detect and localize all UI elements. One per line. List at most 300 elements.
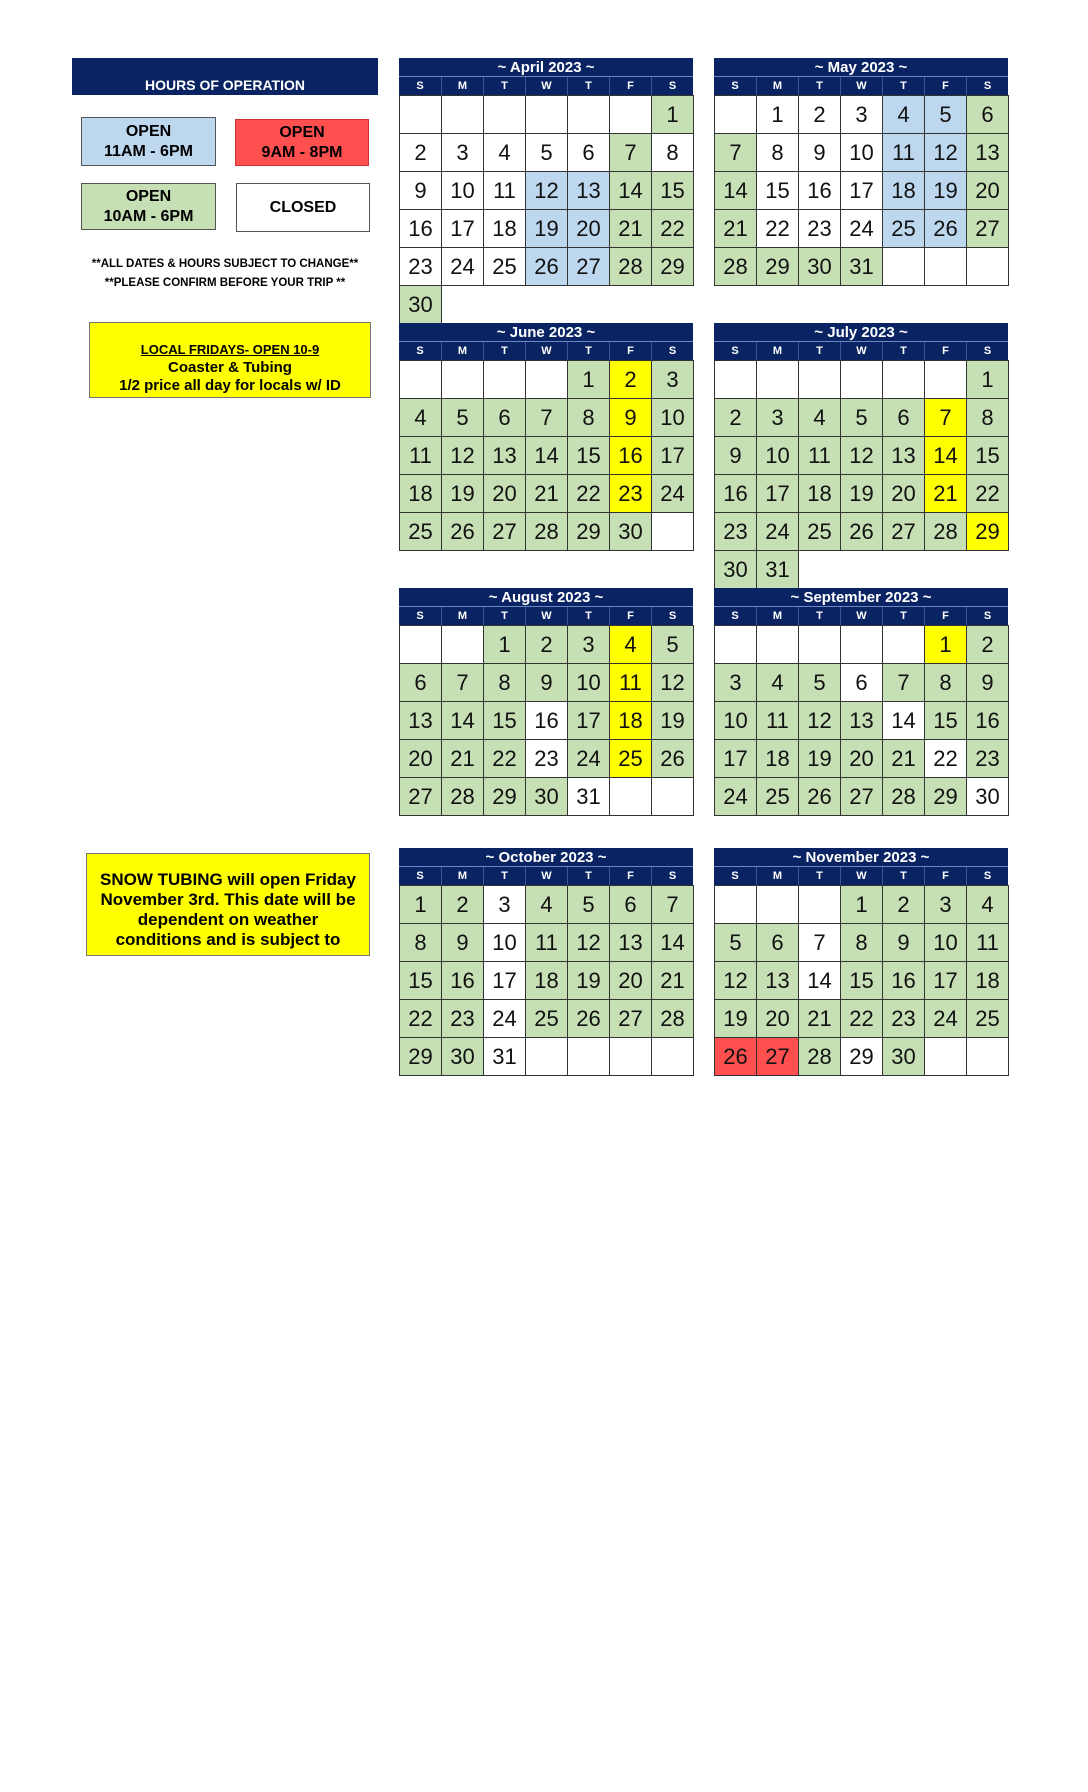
day-cell: 13 (483, 436, 526, 475)
day-cell: 23 (882, 999, 925, 1038)
empty-day-cell (441, 95, 484, 134)
day-cell: 6 (840, 663, 883, 702)
weekday-label: S (731, 870, 739, 882)
day-cell: 2 (882, 885, 925, 924)
day-cell: 13 (840, 701, 883, 740)
weekday-label: S (651, 607, 693, 625)
day-cell: 17 (924, 961, 967, 1000)
day-cell: 14 (924, 436, 967, 475)
month-calendar (399, 58, 693, 323)
day-cell: 2 (966, 625, 1009, 664)
day-cell: 27 (399, 777, 442, 816)
weekday-label: M (441, 867, 483, 885)
month-calendar (714, 848, 1008, 1075)
day-cell: 1 (966, 360, 1009, 399)
day-cell: 10 (483, 923, 526, 962)
day-cell: 21 (651, 961, 694, 1000)
day-cell: 30 (609, 512, 652, 551)
month-title: ~ June 2023 ~ (399, 323, 693, 342)
day-cell: 21 (525, 474, 568, 513)
day-cell: 29 (924, 777, 967, 816)
day-cell: 28 (798, 1037, 841, 1076)
day-cell: 22 (966, 474, 1009, 513)
day-cell: 21 (924, 474, 967, 513)
weekday-label: T (798, 342, 840, 360)
day-cell: 11 (483, 171, 526, 210)
weekday-header-row (399, 342, 693, 360)
weekday-label: T (483, 342, 525, 360)
empty-day-cell (924, 1037, 967, 1076)
day-cell: 28 (924, 512, 967, 551)
day-cell: 18 (756, 739, 799, 778)
day-cell: 27 (756, 1037, 799, 1076)
day-cell: 5 (651, 625, 694, 664)
day-cell: 19 (840, 474, 883, 513)
day-cell: 24 (441, 247, 484, 286)
day-cell: 29 (651, 247, 694, 286)
day-cell: 6 (567, 133, 610, 172)
weekday-label: F (924, 607, 966, 625)
weekday-label: T (882, 342, 924, 360)
day-cell: 13 (966, 133, 1009, 172)
weekday-label: M (756, 607, 798, 625)
day-cell: 18 (399, 474, 442, 513)
day-cell: 17 (483, 961, 526, 1000)
day-cell: 18 (798, 474, 841, 513)
day-cell: 4 (399, 398, 442, 437)
weekday-label: S (651, 867, 693, 885)
day-cell: 16 (714, 474, 757, 513)
empty-day-cell (609, 777, 652, 816)
day-cell: 24 (483, 999, 526, 1038)
day-cell: 12 (924, 133, 967, 172)
day-cell: 7 (882, 663, 925, 702)
empty-day-cell (714, 625, 757, 664)
day-cell: 16 (609, 436, 652, 475)
day-cell: 30 (966, 777, 1009, 816)
day-cell: 22 (567, 474, 610, 513)
weekday-label: T (882, 607, 924, 625)
weekday-label: F (609, 77, 651, 95)
day-cell: 8 (399, 923, 442, 962)
empty-day-cell (924, 247, 967, 286)
day-cell: 24 (840, 209, 883, 248)
day-cell: 24 (651, 474, 694, 513)
day-cell: 12 (441, 436, 484, 475)
weekday-label: F (924, 342, 966, 360)
day-cell: 20 (840, 739, 883, 778)
day-grid (714, 625, 1008, 815)
day-cell: 7 (798, 923, 841, 962)
day-cell: 10 (714, 701, 757, 740)
day-cell: 18 (483, 209, 526, 248)
weekday-header-row (714, 77, 1008, 95)
day-cell: 12 (525, 171, 568, 210)
day-cell: 2 (609, 360, 652, 399)
day-cell: 25 (483, 247, 526, 286)
day-cell: 26 (651, 739, 694, 778)
weekday-label: T (882, 867, 924, 885)
empty-day-cell (567, 95, 610, 134)
day-cell: 11 (756, 701, 799, 740)
weekday-label: T (567, 607, 609, 625)
weekday-label: F (609, 867, 651, 885)
day-cell: 31 (840, 247, 883, 286)
weekday-label: M (441, 607, 483, 625)
weekday-label: S (731, 80, 739, 92)
day-cell: 1 (756, 95, 799, 134)
month-title: ~ November 2023 ~ (714, 848, 1008, 867)
day-cell: 7 (441, 663, 484, 702)
day-grid (399, 360, 693, 550)
day-cell: 22 (399, 999, 442, 1038)
day-cell: 29 (756, 247, 799, 286)
day-cell: 28 (651, 999, 694, 1038)
day-cell: 13 (882, 436, 925, 475)
day-cell: 22 (924, 739, 967, 778)
day-cell: 18 (882, 171, 925, 210)
day-cell: 24 (924, 999, 967, 1038)
day-grid (714, 95, 1008, 285)
day-cell: 14 (714, 171, 757, 210)
day-cell: 21 (882, 739, 925, 778)
day-cell: 1 (924, 625, 967, 664)
day-cell: 14 (609, 171, 652, 210)
day-cell: 21 (798, 999, 841, 1038)
weekday-label: F (609, 342, 651, 360)
day-cell: 17 (756, 474, 799, 513)
day-cell: 16 (525, 701, 568, 740)
day-cell: 13 (609, 923, 652, 962)
day-cell: 26 (525, 247, 568, 286)
day-cell: 24 (714, 777, 757, 816)
weekday-label: S (416, 870, 424, 882)
day-cell: 26 (798, 777, 841, 816)
day-cell: 5 (525, 133, 568, 172)
day-cell: 8 (483, 663, 526, 702)
day-cell: 12 (567, 923, 610, 962)
day-cell: 5 (441, 398, 484, 437)
weekday-label: M (756, 867, 798, 885)
day-cell: 5 (714, 923, 757, 962)
day-cell: 26 (567, 999, 610, 1038)
weekday-label: T (882, 77, 924, 95)
empty-day-cell (714, 885, 757, 924)
weekday-label: W (840, 607, 882, 625)
empty-day-cell (525, 360, 568, 399)
day-cell: 14 (525, 436, 568, 475)
month-calendar (714, 588, 1008, 815)
day-cell: 27 (609, 999, 652, 1038)
day-cell: 6 (399, 663, 442, 702)
empty-day-cell (756, 360, 799, 399)
day-cell: 5 (840, 398, 883, 437)
day-cell: 28 (441, 777, 484, 816)
day-cell: 10 (441, 171, 484, 210)
day-cell: 31 (567, 777, 610, 816)
weekday-label: W (525, 342, 567, 360)
empty-day-cell (798, 885, 841, 924)
weekday-label: M (756, 342, 798, 360)
day-cell: 19 (651, 701, 694, 740)
day-cell: 13 (756, 961, 799, 1000)
day-cell: 22 (840, 999, 883, 1038)
day-cell: 18 (609, 701, 652, 740)
day-cell: 20 (966, 171, 1009, 210)
day-grid (399, 885, 693, 1075)
empty-day-cell (651, 1037, 694, 1076)
day-cell: 3 (651, 360, 694, 399)
legend-open-10-6 (81, 183, 216, 230)
legend-hours: 9AM - 8PM (261, 143, 343, 161)
legend-closed (236, 183, 370, 232)
legend-hours: 10AM - 6PM (103, 207, 194, 225)
day-cell: 10 (567, 663, 610, 702)
day-cell: 28 (882, 777, 925, 816)
day-cell: 14 (651, 923, 694, 962)
month-title: ~ October 2023 ~ (399, 848, 693, 867)
day-grid (714, 360, 1008, 588)
day-cell: 23 (966, 739, 1009, 778)
day-cell: 10 (651, 398, 694, 437)
day-cell: 25 (882, 209, 925, 248)
day-cell: 15 (966, 436, 1009, 475)
legend-label: OPEN (125, 187, 172, 205)
day-cell: 3 (441, 133, 484, 172)
day-cell: 18 (525, 961, 568, 1000)
empty-day-cell (840, 360, 883, 399)
day-cell: 12 (651, 663, 694, 702)
empty-day-cell (651, 512, 694, 551)
empty-day-cell (966, 247, 1009, 286)
empty-day-cell (882, 247, 925, 286)
day-cell: 11 (882, 133, 925, 172)
day-cell: 9 (525, 663, 568, 702)
day-cell: 19 (567, 961, 610, 1000)
month-title: ~ August 2023 ~ (399, 588, 693, 607)
day-cell: 3 (714, 663, 757, 702)
legend-label: OPEN (279, 123, 325, 141)
day-cell: 25 (798, 512, 841, 551)
day-cell: 14 (798, 961, 841, 1000)
day-cell: 9 (882, 923, 925, 962)
day-cell: 29 (567, 512, 610, 551)
day-cell: 15 (840, 961, 883, 1000)
day-cell: 19 (714, 999, 757, 1038)
day-cell: 22 (756, 209, 799, 248)
day-cell: 3 (483, 885, 526, 924)
day-cell: 12 (840, 436, 883, 475)
weekday-label: M (441, 77, 483, 95)
day-cell: 30 (882, 1037, 925, 1076)
day-cell: 3 (567, 625, 610, 664)
empty-day-cell (714, 95, 757, 134)
empty-day-cell (609, 95, 652, 134)
day-cell: 8 (924, 663, 967, 702)
weekday-label: T (483, 607, 525, 625)
hours-of-operation-header: HOURS OF OPERATION (72, 58, 378, 95)
day-cell: 8 (840, 923, 883, 962)
day-cell: 11 (399, 436, 442, 475)
day-cell: 26 (840, 512, 883, 551)
empty-day-cell (525, 95, 568, 134)
day-cell: 30 (399, 285, 442, 324)
empty-day-cell (483, 95, 526, 134)
weekday-header-row (399, 77, 693, 95)
day-cell: 14 (882, 701, 925, 740)
day-cell: 8 (567, 398, 610, 437)
day-cell: 21 (441, 739, 484, 778)
weekday-label: T (798, 607, 840, 625)
day-cell: 9 (714, 436, 757, 475)
weekday-label: S (731, 345, 739, 357)
day-cell: 1 (840, 885, 883, 924)
day-cell: 3 (840, 95, 883, 134)
day-cell: 25 (756, 777, 799, 816)
empty-day-cell (714, 360, 757, 399)
empty-day-cell (882, 360, 925, 399)
month-title: ~ September 2023 ~ (714, 588, 1008, 607)
day-cell: 2 (441, 885, 484, 924)
weekday-header-row (714, 342, 1008, 360)
day-cell: 17 (441, 209, 484, 248)
weekday-label: W (840, 867, 882, 885)
legend-label: OPEN (125, 122, 172, 140)
day-cell: 4 (756, 663, 799, 702)
day-cell: 3 (924, 885, 967, 924)
weekday-label: S (731, 610, 739, 622)
day-cell: 5 (567, 885, 610, 924)
day-cell: 20 (483, 474, 526, 513)
weekday-label: S (416, 345, 424, 357)
weekday-label: F (924, 867, 966, 885)
day-cell: 11 (798, 436, 841, 475)
day-cell: 27 (840, 777, 883, 816)
day-cell: 29 (483, 777, 526, 816)
day-cell: 21 (609, 209, 652, 248)
empty-day-cell (399, 360, 442, 399)
day-cell: 16 (441, 961, 484, 1000)
day-cell: 9 (966, 663, 1009, 702)
day-cell: 21 (714, 209, 757, 248)
day-grid (714, 885, 1008, 1075)
day-cell: 19 (798, 739, 841, 778)
day-cell: 1 (651, 95, 694, 134)
day-cell: 27 (966, 209, 1009, 248)
weekday-label: F (924, 77, 966, 95)
local-fridays-line: Coaster & Tubing (168, 359, 292, 376)
month-title: ~ May 2023 ~ (714, 58, 1008, 77)
day-cell: 20 (399, 739, 442, 778)
weekday-label: W (525, 867, 567, 885)
day-cell: 7 (651, 885, 694, 924)
month-title: ~ July 2023 ~ (714, 323, 1008, 342)
day-cell: 28 (714, 247, 757, 286)
day-cell: 23 (609, 474, 652, 513)
day-cell: 29 (840, 1037, 883, 1076)
empty-day-cell (840, 625, 883, 664)
local-fridays-box (89, 322, 371, 398)
day-cell: 13 (567, 171, 610, 210)
day-cell: 14 (441, 701, 484, 740)
day-cell: 15 (483, 701, 526, 740)
day-cell: 26 (924, 209, 967, 248)
day-cell: 28 (525, 512, 568, 551)
day-cell: 17 (651, 436, 694, 475)
empty-day-cell (441, 625, 484, 664)
legend-hours: 11AM - 6PM (104, 142, 193, 160)
disclaimer-note: **ALL DATES & HOURS SUBJECT TO CHANGE** (91, 258, 359, 270)
day-cell: 7 (609, 133, 652, 172)
day-cell: 10 (924, 923, 967, 962)
day-cell: 1 (567, 360, 610, 399)
day-cell: 23 (399, 247, 442, 286)
day-cell: 16 (966, 701, 1009, 740)
weekday-header-row (714, 867, 1008, 885)
day-cell: 20 (882, 474, 925, 513)
weekday-label: F (609, 607, 651, 625)
day-cell: 30 (798, 247, 841, 286)
day-cell: 30 (714, 550, 757, 589)
month-calendar (399, 323, 693, 550)
day-cell: 9 (609, 398, 652, 437)
day-cell: 29 (966, 512, 1009, 551)
day-cell: 10 (756, 436, 799, 475)
empty-day-cell (441, 360, 484, 399)
weekday-label: S (966, 867, 1008, 885)
weekday-label: T (483, 867, 525, 885)
day-cell: 1 (399, 885, 442, 924)
day-cell: 16 (882, 961, 925, 1000)
weekday-label: T (483, 77, 525, 95)
weekday-label: S (966, 607, 1008, 625)
day-cell: 30 (441, 1037, 484, 1076)
weekday-label: S (651, 77, 693, 95)
day-cell: 15 (567, 436, 610, 475)
day-cell: 7 (525, 398, 568, 437)
day-cell: 11 (966, 923, 1009, 962)
day-cell: 11 (609, 663, 652, 702)
day-cell: 23 (798, 209, 841, 248)
day-cell: 28 (609, 247, 652, 286)
empty-day-cell (924, 360, 967, 399)
day-cell: 27 (882, 512, 925, 551)
weekday-label: S (651, 342, 693, 360)
day-grid (399, 625, 693, 815)
day-cell: 15 (756, 171, 799, 210)
day-cell: 6 (609, 885, 652, 924)
day-cell: 16 (399, 209, 442, 248)
day-cell: 17 (714, 739, 757, 778)
day-cell: 24 (567, 739, 610, 778)
day-cell: 4 (525, 885, 568, 924)
day-cell: 25 (966, 999, 1009, 1038)
month-title: ~ April 2023 ~ (399, 58, 693, 77)
day-cell: 6 (966, 95, 1009, 134)
day-cell: 7 (714, 133, 757, 172)
weekday-header-row (714, 607, 1008, 625)
empty-day-cell (882, 625, 925, 664)
day-cell: 2 (399, 133, 442, 172)
weekday-label: M (441, 342, 483, 360)
day-cell: 4 (798, 398, 841, 437)
day-cell: 8 (966, 398, 1009, 437)
day-cell: 23 (525, 739, 568, 778)
day-cell: 29 (399, 1037, 442, 1076)
day-cell: 20 (756, 999, 799, 1038)
month-calendar (714, 58, 1008, 285)
day-grid (399, 95, 693, 323)
